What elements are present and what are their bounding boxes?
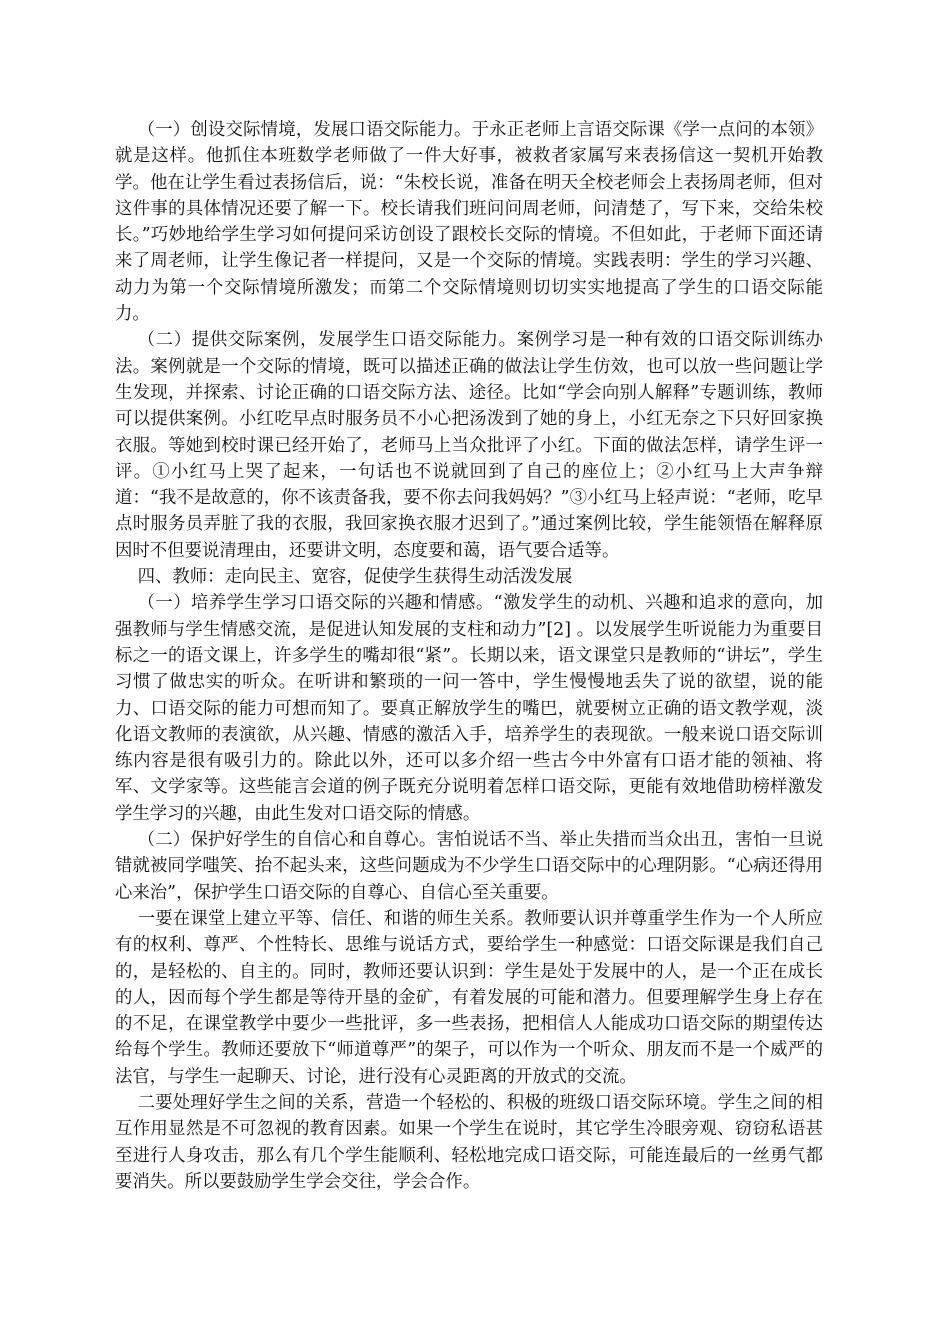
paragraph-self-confidence: （二）保护好学生的自信心和自尊心。害怕说话不当、举止失措而当众出丑，害怕一旦说错就被同学嗤笑、抬不起头来，这些问题成为不少学生口语交际中的心理阴影。“心病还得用心来治”，保护学生口语交际的自尊心、自信心至关重要。	[115, 830, 823, 903]
section-heading-teacher: 四、教师：走向民主、宽容，促使学生获得生动活泼发展	[137, 567, 573, 588]
paragraph-create-situation: （一）创设交际情境，发展口语交际能力。于永正老师上言语交际课《学一点问的本领》就是这样。他抓住本班数学老师做了一件大好事，被救者家属写来表扬信这一契机开始教学。他在让学生看过表扬信后，说：“朱校长说，准备在明天全校老师会上表扬周老师，但对这件事的具体情况还要了解一下。校长请我们班问问周老师，问清楚了，写下来，交给朱校长。”巧妙地给学生学习如何提问采访创设了跟校长交际的情境。不但如此，于老师下面还请来了周老师，让学生像记者一样提问，又是一个交际的情境。实践表明：学生的学习兴趣、动力为第一个交际情境所激发；而第二个交际情境则切切实实地提高了学生的口语交际能力。	[115, 120, 823, 325]
paragraph-provide-cases: （二）提供交际案例，发展学生口语交际能力。案例学习是一种有效的口语交际训练办法。案例就是一个交际的情境，既可以描述正确的做法让学生仿效，也可以放一些问题让学生发现，并探索、讨论正确的口语交际方法、途径。比如“学会向别人解释”专题训练，教师可以提供案例。小红吃早点时服务员不小心把汤泼到了她的身上，小红无奈之下只好回家换衣服。等她到校时课已经开始了，老师马上当众批评了小红。下面的做法怎样，请学生评一评。①小红马上哭了起来，一句话也不说就回到了自己的座位上；②小红马上大声争辩道：“我不是故意的，你不该责备我，要不你去问我妈妈？”③小红马上轻声说：“老师，吃早点时服务员弄脏了我的衣服，我回家换衣服才迟到了。”通过案例比较，学生能领悟在解释原因时不但要说清理由，还要讲文明，态度要和蔼，语气要合适等。	[115, 330, 823, 561]
paragraph-interest-emotion: （一）培养学生学习口语交际的兴趣和情感。“激发学生的动机、兴趣和追求的意向，加强教师与学生情感交流，是促进认知发展的支柱和动力”[2] 。以发展学生听说能力为重要目标之一的语文课上，许多学生的嘴却很“紧”。长期以来，语文课堂只是教师的“讲坛”，学生习惯了做忠实的听众。在听讲和繁琐的一问一答中，学生慢慢地丢失了说的欲望，说的能力、口语交际的能力可想而知了。要真正解放学生的嘴巴，就要树立正确的语文教学观，淡化语文教师的表演欲，从兴趣、情感的激活入手，培养学生的表现欲。一般来说口语交际训练内容是很有吸引力的。除此以外，还可以多介绍一些古今中外富有口语才能的领袖、将军、文学家等。这些能言会道的例子既充分说明着怎样口语交际，更能有效地借助榜样激发学生学习的兴趣，由此生发对口语交际的情感。	[115, 593, 823, 824]
document-page	[115, 117, 823, 1195]
paragraph-teacher-student-relation: 一要在课堂上建立平等、信任、和谐的师生关系。教师要认识并尊重学生作为一个人所应有的权利、尊严、个性特长、思维与说话方式，要给学生一种感觉：口语交际课是我们自己的，是轻松的、自主的。同时，教师还要认识到：学生是处于发展中的人，是一个正在成长的人，因而每个学生都是等待开垦的金矿，有着发展的可能和潜力。但要理解学生身上存在的不足，在课堂教学中要少一些批评，多一些表扬，把相信人人能成功口语交际的期望传达给每个学生。教师还要放下“师道尊严”的架子，可以作为一个听众、朋友而不是一个威严的法官，与学生一起聊天、讨论，进行没有心灵距离的开放式的交流。	[115, 908, 823, 1087]
paragraph-student-relations: 二要处理好学生之间的关系，营造一个轻松的、积极的班级口语交际环境。学生之间的相互作用显然是不可忽视的教育因素。如果一个学生在说时，其它学生冷眼旁观、窃窃私语甚至进行人身攻击，那么有几个学生能顺利、轻松地完成口语交际，可能连最后的一丝勇气都要消失。所以要鼓励学生学会交往，学会合作。	[115, 1092, 823, 1192]
